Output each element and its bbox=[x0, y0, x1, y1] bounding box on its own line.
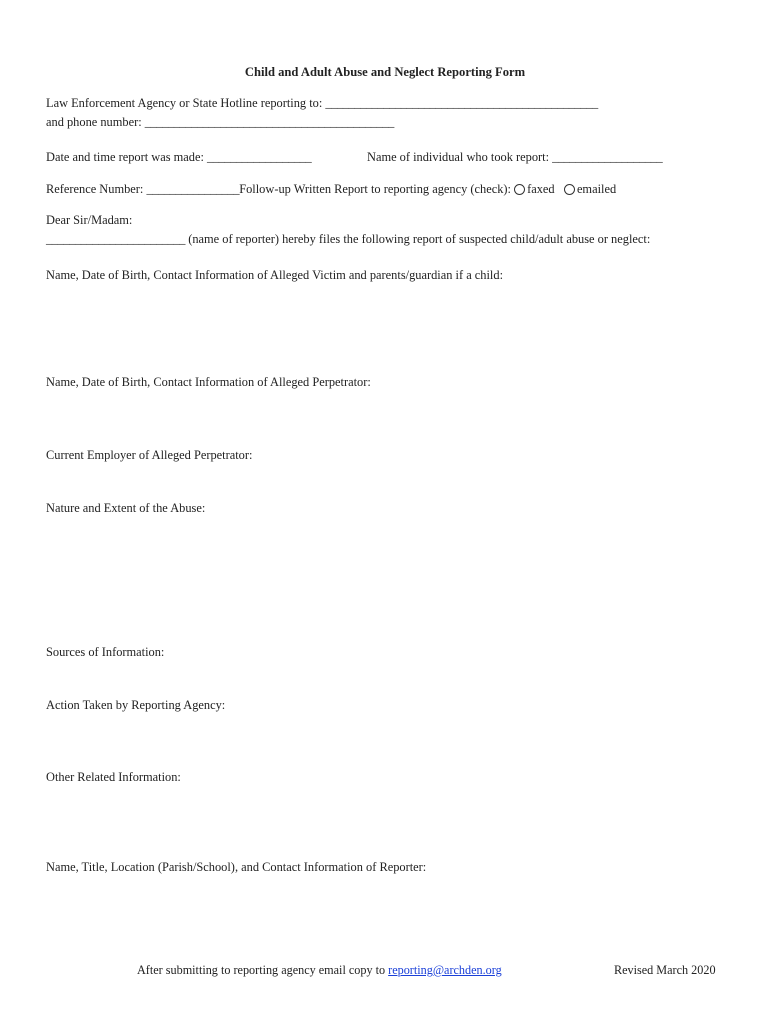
reference-label: Reference Number: bbox=[46, 182, 144, 196]
date-time-row bbox=[46, 150, 311, 165]
taker-field[interactable]: ___________________ bbox=[552, 150, 663, 164]
reference-field[interactable]: ________________ bbox=[146, 182, 240, 196]
followup-label: Follow-up Written Report to reporting agency (check): bbox=[239, 182, 511, 196]
emailed-radio-icon[interactable] bbox=[564, 184, 575, 195]
phone-field[interactable]: ___________________________________________ bbox=[144, 115, 394, 129]
emailed-label: emailed bbox=[576, 182, 617, 196]
section-employer: Current Employer of Alleged Perpetrator: bbox=[46, 448, 253, 462]
reporter-name-field[interactable]: ________________________ bbox=[46, 232, 186, 246]
revised-date: Revised March 2020 bbox=[614, 963, 716, 977]
form-title: Child and Adult Abuse and Neglect Reporting Form bbox=[244, 65, 526, 79]
footer-note bbox=[137, 963, 502, 978]
agency-row bbox=[46, 96, 598, 111]
agency-field[interactable]: _______________________________________________ bbox=[325, 96, 598, 110]
section-reporter: Name, Title, Location (Parish/School), and Contact Information of Reporter: bbox=[46, 860, 427, 874]
reference-row bbox=[46, 182, 616, 197]
section-nature: Nature and Extent of the Abuse: bbox=[46, 501, 206, 515]
phone-label: and phone number: bbox=[46, 115, 142, 129]
agency-label: Law Enforcement Agency or State Hotline reporting to: bbox=[46, 96, 323, 110]
section-sources: Sources of Information: bbox=[46, 645, 165, 659]
section-victim: Name, Date of Birth, Contact Information of Alleged Victim and parents/guardian if a child: bbox=[46, 268, 504, 282]
salutation: Dear Sir/Madam: bbox=[46, 213, 133, 227]
reporter-statement-text: (name of reporter) hereby files the following report of suspected child/adult abuse or neglect: bbox=[188, 232, 651, 246]
date-time-label: Date and time report was made: bbox=[46, 150, 204, 164]
date-time-field[interactable]: __________________ bbox=[207, 150, 312, 164]
taker-row bbox=[367, 150, 662, 165]
footer-text: After submitting to reporting agency email copy to bbox=[137, 963, 386, 977]
reporter-statement bbox=[46, 232, 650, 247]
taker-label: Name of individual who took report: bbox=[367, 150, 550, 164]
faxed-radio-icon[interactable] bbox=[514, 184, 525, 195]
faxed-label: faxed bbox=[527, 182, 555, 196]
phone-row bbox=[46, 115, 394, 130]
section-other: Other Related Information: bbox=[46, 770, 181, 784]
section-action: Action Taken by Reporting Agency: bbox=[46, 698, 226, 712]
email-link[interactable]: reporting@archden.org bbox=[388, 963, 502, 977]
section-perpetrator: Name, Date of Birth, Contact Information of Alleged Perpetrator: bbox=[46, 375, 371, 389]
